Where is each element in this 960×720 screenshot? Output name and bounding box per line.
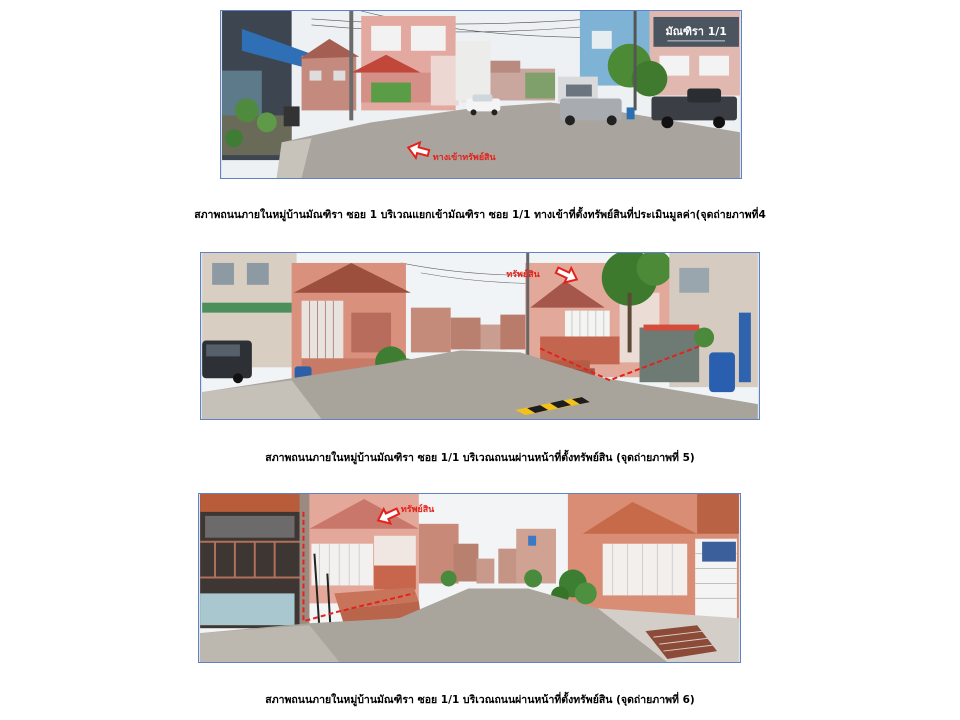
photo-1-caption: สภาพถนนภายในหมู่บ้านมัณฑิรา ซอย 1 บริเวณแยกเข้ามัณฑิรา ซอย 1/1 ทางเข้าที่ตั้งทรัพย์สินที่ประเมินมูลค่า(จุดถ่ายภาพที่4 (194, 209, 766, 221)
soi-sign-text: มัณฑิรา 1/1 (665, 24, 727, 38)
white-house (456, 41, 491, 101)
dark-car (202, 340, 252, 383)
property-label: ทรัพย์สิน (506, 269, 540, 280)
photo-2-caption: สภาพถนนภายในหมู่บ้านมัณฑิรา ซอย 1/1 บริเวณถนนผ่านหน้าที่ตั้งทรัพย์สิน (จุดถ่ายภาพที่ 5) (265, 452, 695, 464)
blue-barrel-right (709, 352, 735, 392)
utility-pole (526, 253, 529, 357)
left-house (200, 494, 304, 628)
soi-sign (653, 17, 738, 47)
pink-townhouse (351, 16, 458, 110)
right-house (568, 494, 739, 626)
utility-pole (349, 11, 353, 120)
photo-3-scene (199, 494, 740, 662)
food-cart (640, 328, 700, 383)
photo-3-caption: สภาพถนนภายในหมู่บ้านมัณฑิรา ซอย 1/1 บริเวณถนนผ่านหน้าที่ตั้งทรัพย์สิน (จุดถ่ายภาพที่ 6) (265, 694, 695, 706)
property-label: ทรัพย์สิน (400, 504, 435, 515)
entrance-label: ทางเข้าทรัพย์สิน (432, 153, 496, 164)
photo-street-front-6 (198, 493, 741, 663)
blue-barrel (627, 107, 635, 119)
photo-2-scene (201, 253, 759, 419)
photo-street-front-5 (200, 252, 760, 420)
photo-1-scene (221, 11, 741, 178)
photo-street-junction (220, 10, 742, 179)
